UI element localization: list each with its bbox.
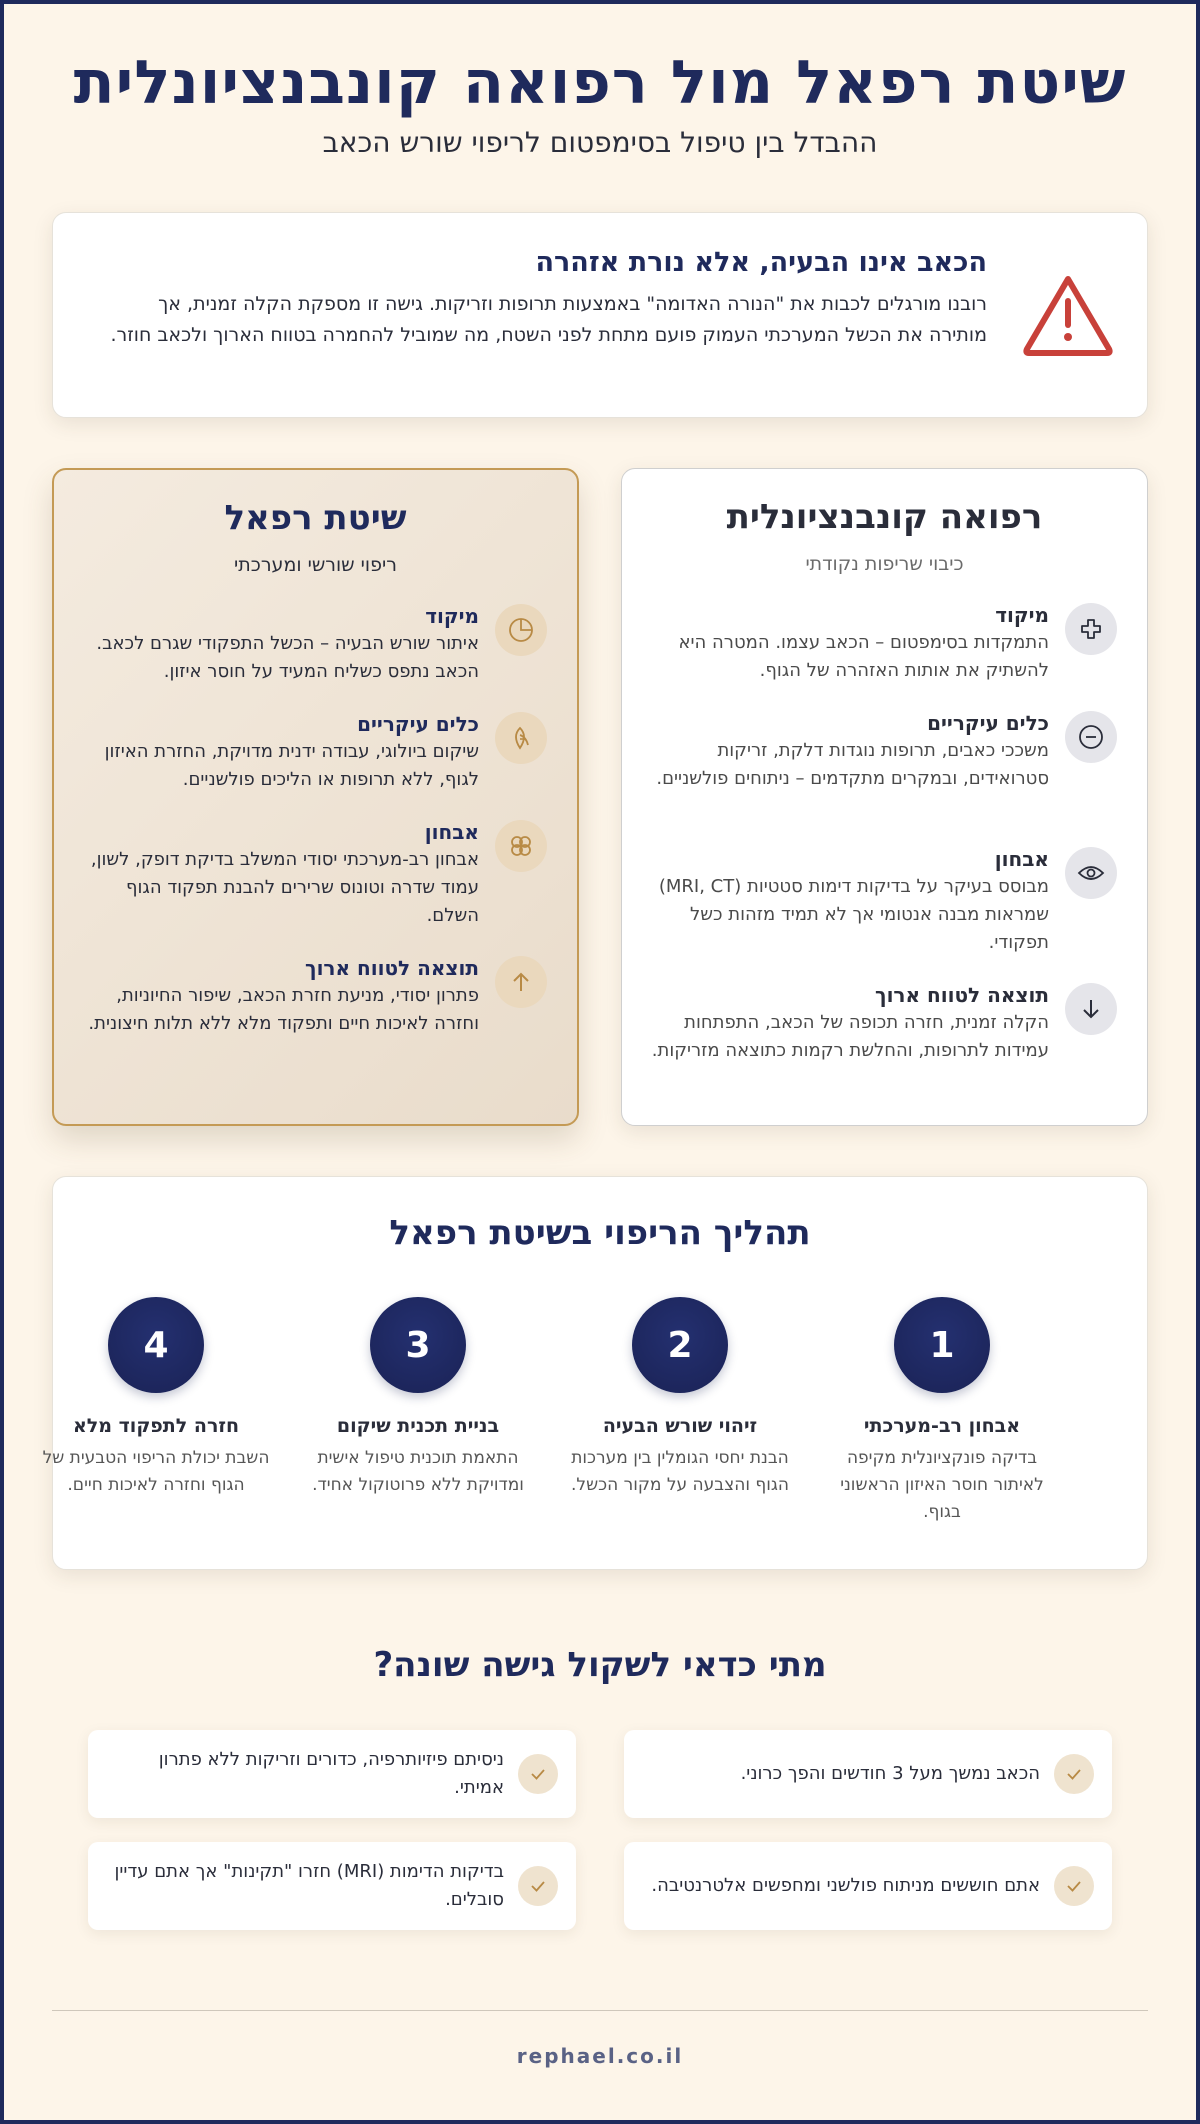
conventional-medicine-card (621, 468, 1148, 1126)
pie-chart-icon (495, 604, 547, 656)
footer-site-link[interactable]: rephael.co.il (516, 2044, 684, 2068)
feature-text: איתור שורש הבעיה – הכשל התפקודי שגרם לכאב. הכאב נתפס כשליח המעיד על חוסר איזון. (96, 633, 479, 682)
minus-circle-icon (1065, 711, 1117, 763)
feature-text: הקלה זמנית, חזרה תכופה של הכאב, התפתחות עמידות לתרופות, והחלשת רקמות כתוצאה מזריקות. (651, 1012, 1049, 1061)
check-icon (518, 1754, 558, 1794)
when-item (624, 1730, 1112, 1818)
feature-title: אבחון (994, 847, 1049, 871)
when-item-text: אתם חוששים מניתוח פולשני ומחפשים אלטרנטיבה. (651, 1875, 1040, 1896)
step-text: בדיקה פונקציונלית מקיפה לאיתור חוסר האיזון הראשוני בגוף. (840, 1448, 1044, 1522)
feature-text: משככי כאבים, תרופות נוגדות דלקת, זריקות סטרואידים, ובמקרים מתקדמים – ניתוחים פולשניים. (656, 740, 1049, 789)
arrow-down-icon (1065, 983, 1117, 1035)
check-icon (1054, 1866, 1094, 1906)
feature-title: כלים עיקריים (357, 712, 479, 736)
conventional-title: רפואה קונבנציונלית (726, 497, 1043, 537)
check-icon (518, 1866, 558, 1906)
raphael-method-card (52, 468, 579, 1126)
feature-text: אבחון רב-מערכתי יסודי המשלב בדיקת דופק, לשון, עמוד שדרה וטונוס שרירים להבנת תפקוד הגוף השלם. (90, 849, 479, 926)
feature-text: התמקדות בסימפטום – הכאב עצמו. המטרה היא להשתיק את אותות האזהרה של הגוף. (678, 632, 1049, 681)
feature-title: כלים עיקריים (927, 711, 1049, 735)
step-number-circle: 2 (632, 1297, 728, 1393)
feature-text: מבוסס בעיקר על בדיקות דימות סטטיות (MRI, CT) שמראות מבנה אנטומי אך לא תמיד מזהות כשל תפקודי. (658, 876, 1049, 953)
step-text: השבת יכולת הריפוי הטבעית של הגוף וחזרה לאיכות חיים. (42, 1448, 270, 1495)
step-title: אבחון רב-מערכתי (863, 1415, 1021, 1437)
arrow-up-icon (495, 956, 547, 1008)
page-subtitle: ההבדל בין טיפול בסימפטום לריפוי שורש הכאב (322, 126, 878, 159)
connections-icon (495, 820, 547, 872)
feature-text: שיקום ביולוגי, עבודה ידנית מדויקת, החזרת האיזון לגוף, ללא תרופות או הליכים פולשניים. (104, 741, 479, 790)
process-title: תהליך הריפוי בשיטת רפאל (389, 1213, 811, 1253)
step-number-circle: 3 (370, 1297, 466, 1393)
when-item (88, 1730, 576, 1818)
step-title: בניית תכנית שיקום (336, 1415, 500, 1437)
warning-triangle-icon (1021, 273, 1115, 357)
step-title: זיהוי שורש הבעיה (602, 1415, 758, 1437)
feature-title: תוצאה לטווח ארוך (875, 983, 1049, 1007)
conventional-subtitle: כיבוי שריפות נקודתי (805, 553, 964, 575)
feature-title: אבחון (424, 820, 479, 844)
page-title: שיטת רפאל מול רפואה קונבנציונלית (73, 48, 1127, 118)
when-item-text: בדיקות הדימות (MRI) חזרו "תקינות" אך אתם עדיין סובלים. (114, 1861, 504, 1910)
step-number-circle: 4 (108, 1297, 204, 1393)
step-title: חזרה לתפקוד מלא (72, 1415, 240, 1437)
when-item-text: ניסיתם פיזיותרפיה, כדורים וזריקות ללא פתרון אמיתי. (158, 1749, 504, 1798)
raphael-subtitle: ריפוי שורשי ומערכתי (234, 554, 397, 576)
step-text: התאמת תוכנית טיפול אישית ומדויקת ללא פרוטוקול אחיד. (312, 1448, 524, 1495)
step-text: הבנת יחסי הגומלין בין מערכות הגוף והצבעה על מקור הכשל. (571, 1448, 789, 1495)
when-item (624, 1842, 1112, 1930)
leaf-icon (495, 712, 547, 764)
check-icon (1054, 1754, 1094, 1794)
feature-title: מיקוד (425, 604, 479, 628)
feature-text: פתרון יסודי, מניעת חזרת הכאב, שיפור החיוניות, וחזרה לאיכות חיים ותפקוד מלא ללא תלות חיצונית. (88, 985, 479, 1034)
when-title: מתי כדאי לשקול גישה שונה? (373, 1645, 827, 1685)
when-item-text: הכאב נמשך מעל 3 חודשים והפך כרוני. (740, 1763, 1040, 1784)
eye-icon (1065, 847, 1117, 899)
raphael-title: שיטת רפאל (224, 498, 407, 538)
when-item (88, 1842, 576, 1930)
feature-title: תוצאה לטווח ארוך (305, 956, 479, 980)
healing-process-card (42, 1176, 1148, 1570)
medical-cross-icon (1065, 603, 1117, 655)
warning-card (52, 212, 1148, 418)
feature-title: מיקוד (995, 603, 1049, 627)
step-number-circle: 1 (894, 1297, 990, 1393)
warning-text: רובנו מורגלים לכבות את "הנורה האדומה" באמצעות תרופות וזריקות. גישה זו מספקת הקלה זמנית, אך מותירה את הכשל המערכתי העמוק פועם מתחת לפני השטח, מה שמוביל להחמרה בטווח הארוך ולכאב חוזר. (110, 293, 987, 346)
footer-divider (52, 2010, 1148, 2011)
warning-title: הכאב אינו הבעיה, אלא נורת אזהרה (535, 247, 987, 278)
